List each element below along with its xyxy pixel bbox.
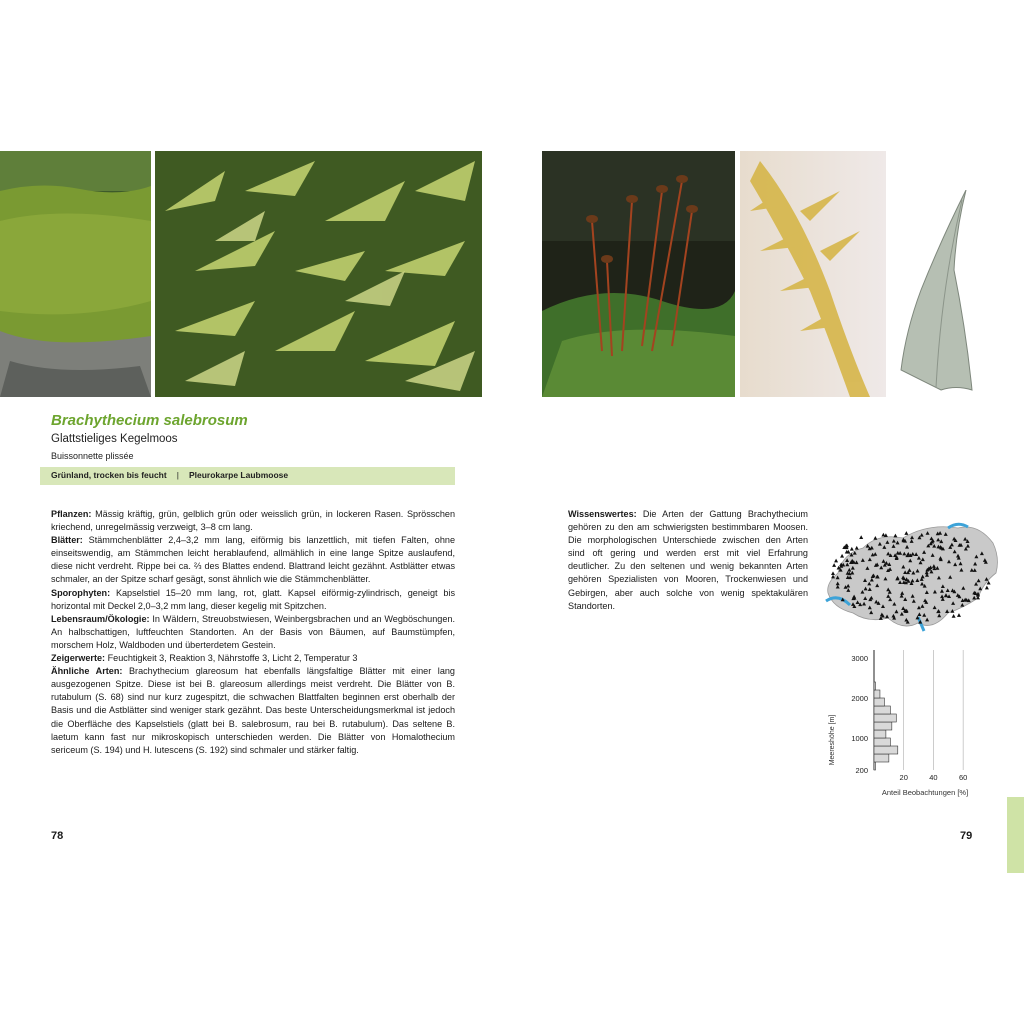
- map-observation-marker: [873, 536, 877, 540]
- histogram-y-tick-label: 200: [855, 766, 868, 775]
- histogram-x-tick-label: 60: [958, 773, 968, 782]
- wissenswertes: [568, 508, 808, 613]
- page-number-right: 79: [960, 830, 973, 842]
- histogram-bar: [874, 754, 889, 762]
- section-lebensraum: Lebensraum/Ökologie: In Wäldern, Streuobstwiesen, Weinbergsbrachen und an Wegböschungen. An halbschattigen, luftfeuchten Standorten. An der Basis von Bäumen, auf Baumstümpfen, morschem Holz, Waldboden und überterdetem Gestein.: [51, 613, 455, 650]
- histogram-bar: [874, 746, 898, 754]
- photo-moss-cushion-on-rock: [0, 151, 151, 397]
- common-name-de: Glattstieliges Kegelmoos: [51, 433, 178, 445]
- section-tab: [1007, 797, 1024, 873]
- map-observation-marker: [850, 547, 854, 551]
- section-blaetter: Blätter: Stämmchenblätter 2,4–3,2 mm lang, eiförmig bis lanzettlich, mit tiefen Falten, ohne einseitswendig, am Stämmchen leicht herablaufend, allmählich in eine lange Spitze auslaufend, diese nicht verdreht. Rippe bei ca. ⅔ des Blattes endend. Blattrand leicht gezähnt. Astblätter etwas schmaler, an der Spitze scharf gesägt, sonst ähnlich wie die Stämmchenblätter.: [51, 535, 455, 585]
- photo-shoot-microscope: [740, 151, 886, 397]
- map-observation-marker: [893, 534, 897, 538]
- section-zeigerwerte: Zeigerwerte: Feuchtigkeit 3, Reaktion 3, Nährstoffe 3, Licht 2, Temperatur 3: [51, 653, 358, 664]
- histogram-bar: [874, 762, 875, 770]
- histogram-bar: [874, 698, 884, 706]
- histogram-bar: [874, 738, 890, 746]
- histogram-bar: [874, 706, 890, 714]
- histogram-bar: [874, 730, 886, 738]
- section-pflanzen: Pflanzen: Mässig kräftig, grün, gelblich grün oder weisslich grün, in lockeren Rasen. Sprösschen kriechend, unregelmässig verzweigt, 3–8 cm lang.: [51, 509, 456, 533]
- section-sporophyten: Sporophyten: Kapselstiel 15–20 mm lang, rot, glatt. Kapsel eiförmig-zylindrisch, geneigt bis horizontal mit Deckel 2,0–3,2 mm lang, dieser kegelig mit Spitzchen.: [51, 587, 455, 611]
- section-aehnliche-arten: Ähnliche Arten: Brachythecium glareosum hat ebenfalls längsfaltige Blätter mit einer lang ausgezogenen Spitze. Diese ist bei B. glareosum allerdings meist verdreht. Die Blätter von B. rutabulum (S. 68) sind nur kurz zugespitzt, die schwachen Blattfalten beginnen erst oberhalb der Basis und die Astblätter sind weniger stark gezähnt. Das beste Unterscheidungsmerkmal ist jedoch die Oberfläche des Kapselstiels (glatt bei B. salebrosum, rau bei B. rutabulum). Das seltene B. laetum kann fast nur mikroskopisch unterschieden werden. Die Blätter von Homalothecium sericeum (S. 194) und H. lutescens (S. 192) sind schmaler und stärker faltig.: [51, 666, 455, 755]
- histogram-y-tick-label: 3000: [851, 654, 868, 663]
- histogram-x-tick-label: 40: [929, 773, 938, 782]
- map-observation-marker: [855, 546, 859, 550]
- histogram-y-tick-label: 2000: [851, 694, 868, 703]
- histogram-x-axis-label: Anteil Beobachtungen [%]: [881, 788, 969, 797]
- histogram-x-tick-label: 20: [899, 773, 908, 782]
- photo-sporophytes: [542, 151, 735, 397]
- category-bar-text: Grünland, trocken bis feucht | Pleurokarpe Laubmoose: [51, 470, 289, 480]
- photo-moss-closeup: [155, 151, 482, 397]
- map-observation-marker: [904, 531, 908, 535]
- histogram-y-axis-label: Meereshöhe [m]: [829, 714, 836, 766]
- species-description: [51, 508, 455, 757]
- map-observation-marker: [834, 559, 838, 563]
- histogram-y-tick-label: 1000: [851, 734, 868, 743]
- histogram-bar: [874, 714, 896, 722]
- common-name-fr: Buissonnette plissée: [51, 451, 134, 461]
- distribution-map-svg: [818, 513, 1003, 638]
- map-observation-marker: [957, 613, 961, 617]
- elevation-histogram: [818, 645, 1008, 800]
- species-name: Brachythecium salebrosum: [51, 412, 248, 429]
- histogram-bar: [874, 682, 875, 690]
- map-observation-marker: [831, 571, 835, 575]
- page-number-left: 78: [51, 830, 64, 842]
- map-observation-marker: [985, 586, 989, 590]
- distribution-map: [818, 513, 1003, 638]
- map-observation-marker: [952, 614, 956, 618]
- map-observation-marker: [859, 535, 863, 539]
- group-tag: Pleurokarpe Laubmoose: [188, 470, 289, 480]
- map-observation-marker: [840, 554, 844, 558]
- histogram-bar: [874, 722, 892, 730]
- leaf-drawing: [896, 190, 978, 397]
- habitat-tag: Grünland, trocken bis feucht: [51, 470, 167, 480]
- wissenswertes-text: Die Arten der Gattung Brachythecium gehören zu den am schwierigsten bestimmbaren Moosen. Die morphologischen Unterschiede zwischen den Arten sind oft gering und werden erst mit viel Erfahrung deutlicher. Zu den seltenen und wenig bekannten Arten gehören Spezialisten von Mooren, Trockenwiesen und Gebirgen, aber auch solche von wenig spektakulären Standorten.: [568, 509, 808, 611]
- elevation-histogram-svg: [818, 645, 1008, 800]
- map-observation-marker: [832, 563, 836, 567]
- wissenswertes-label: Wissenswertes:: [568, 509, 637, 519]
- histogram-bar: [874, 690, 880, 698]
